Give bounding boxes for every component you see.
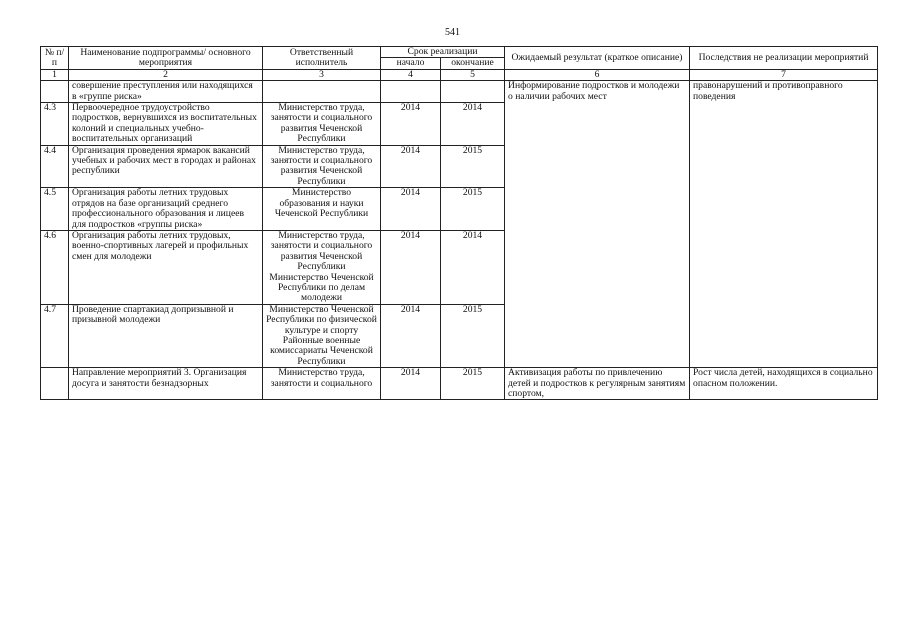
header-period: Срок реализации	[381, 47, 505, 58]
column-number: 5	[441, 69, 505, 80]
row-num: 4.7	[41, 304, 69, 367]
column-number: 4	[381, 69, 441, 80]
row-executor: Министерство труда, занятости и социального	[263, 368, 381, 400]
row-end: 2015	[441, 188, 505, 231]
column-number-row	[41, 69, 878, 80]
column-number: 3	[263, 69, 381, 80]
row-num: 4.5	[41, 188, 69, 231]
header-executor: Ответственный исполнитель	[263, 47, 381, 70]
continuation-name: совершение преступления или находящихся в «группе риска»	[69, 81, 263, 103]
row-executor: Министерство образования и науки Чеченской Республики	[263, 188, 381, 231]
row-executor: Министерство труда, занятости и социального развития Чеченской Республики	[263, 145, 381, 188]
row-end: 2014	[441, 103, 505, 146]
row-executor: Министерство труда, занятости и социального развития Чеченской Республики Министерство Чеченской Республики по делам молодежи	[263, 230, 381, 304]
row-executor: Министерство Чеченской Республики по физической культуре и спорту Районные военные комиссариаты Чеченской Республики	[263, 304, 381, 367]
row-name: Направление мероприятий 3. Организация досуга и занятости безнадзорных	[69, 368, 263, 400]
column-number: 6	[505, 69, 690, 80]
continuation-consequences: правонарушений и противоправного поведения	[690, 81, 878, 368]
page-number: 541	[445, 27, 460, 38]
header-result: Ожидаемый результат (краткое описание)	[505, 47, 690, 70]
row-name: Организация проведения ярмарок вакансий учебных и рабочих мест в городах и районах республики	[69, 145, 263, 188]
header-num: № п/п	[41, 47, 69, 70]
row-num: 4.4	[41, 145, 69, 188]
program-table	[40, 46, 878, 400]
header-name: Наименование подпрограммы/ основного мероприятия	[69, 47, 263, 70]
row-start: 2014	[381, 304, 441, 367]
row-executor: Министерство труда, занятости и социального развития Чеченской Республики	[263, 103, 381, 146]
header-consequences: Последствия не реализации мероприятий	[690, 47, 878, 70]
header-row	[41, 47, 878, 58]
row-start: 2014	[381, 145, 441, 188]
row-num	[41, 368, 69, 400]
row-result: Активизация работы по привлечению детей и подростков к регулярным занятиям спортом,	[505, 368, 690, 400]
row-start: 2014	[381, 188, 441, 231]
row-start: 2014	[381, 103, 441, 146]
column-number: 1	[41, 69, 69, 80]
row-end: 2014	[441, 230, 505, 304]
header-start: начало	[381, 58, 441, 69]
row-start: 2014	[381, 368, 441, 400]
table-row-section-3	[41, 368, 878, 400]
row-end: 2015	[441, 368, 505, 400]
row-name: Первоочередное трудоустройство подростков, вернувшихся из воспитательных колоний и специальных учебно-воспитательных организаций	[69, 103, 263, 146]
header-end: окончание	[441, 58, 505, 69]
row-name: Проведение спартакиад допризывной и призывной молодежи	[69, 304, 263, 367]
column-number: 7	[690, 69, 878, 80]
row-num: 4.6	[41, 230, 69, 304]
row-start: 2014	[381, 230, 441, 304]
column-number: 2	[69, 69, 263, 80]
continuation-result: Информирование подростков и молодежи о наличии рабочих мест	[505, 81, 690, 368]
row-name: Организация работы летних трудовых, военно-спортивных лагерей и профильных смен для молодежи	[69, 230, 263, 304]
row-end: 2015	[441, 304, 505, 367]
table-row-continuation	[41, 81, 878, 103]
row-name: Организация работы летних трудовых отрядов на базе организаций среднего профессионального образования и лицеев для подростков «группы риска»	[69, 188, 263, 231]
row-consequences: Рост числа детей, находящихся в социально опасном положении.	[690, 368, 878, 400]
row-end: 2015	[441, 145, 505, 188]
row-num: 4.3	[41, 103, 69, 146]
